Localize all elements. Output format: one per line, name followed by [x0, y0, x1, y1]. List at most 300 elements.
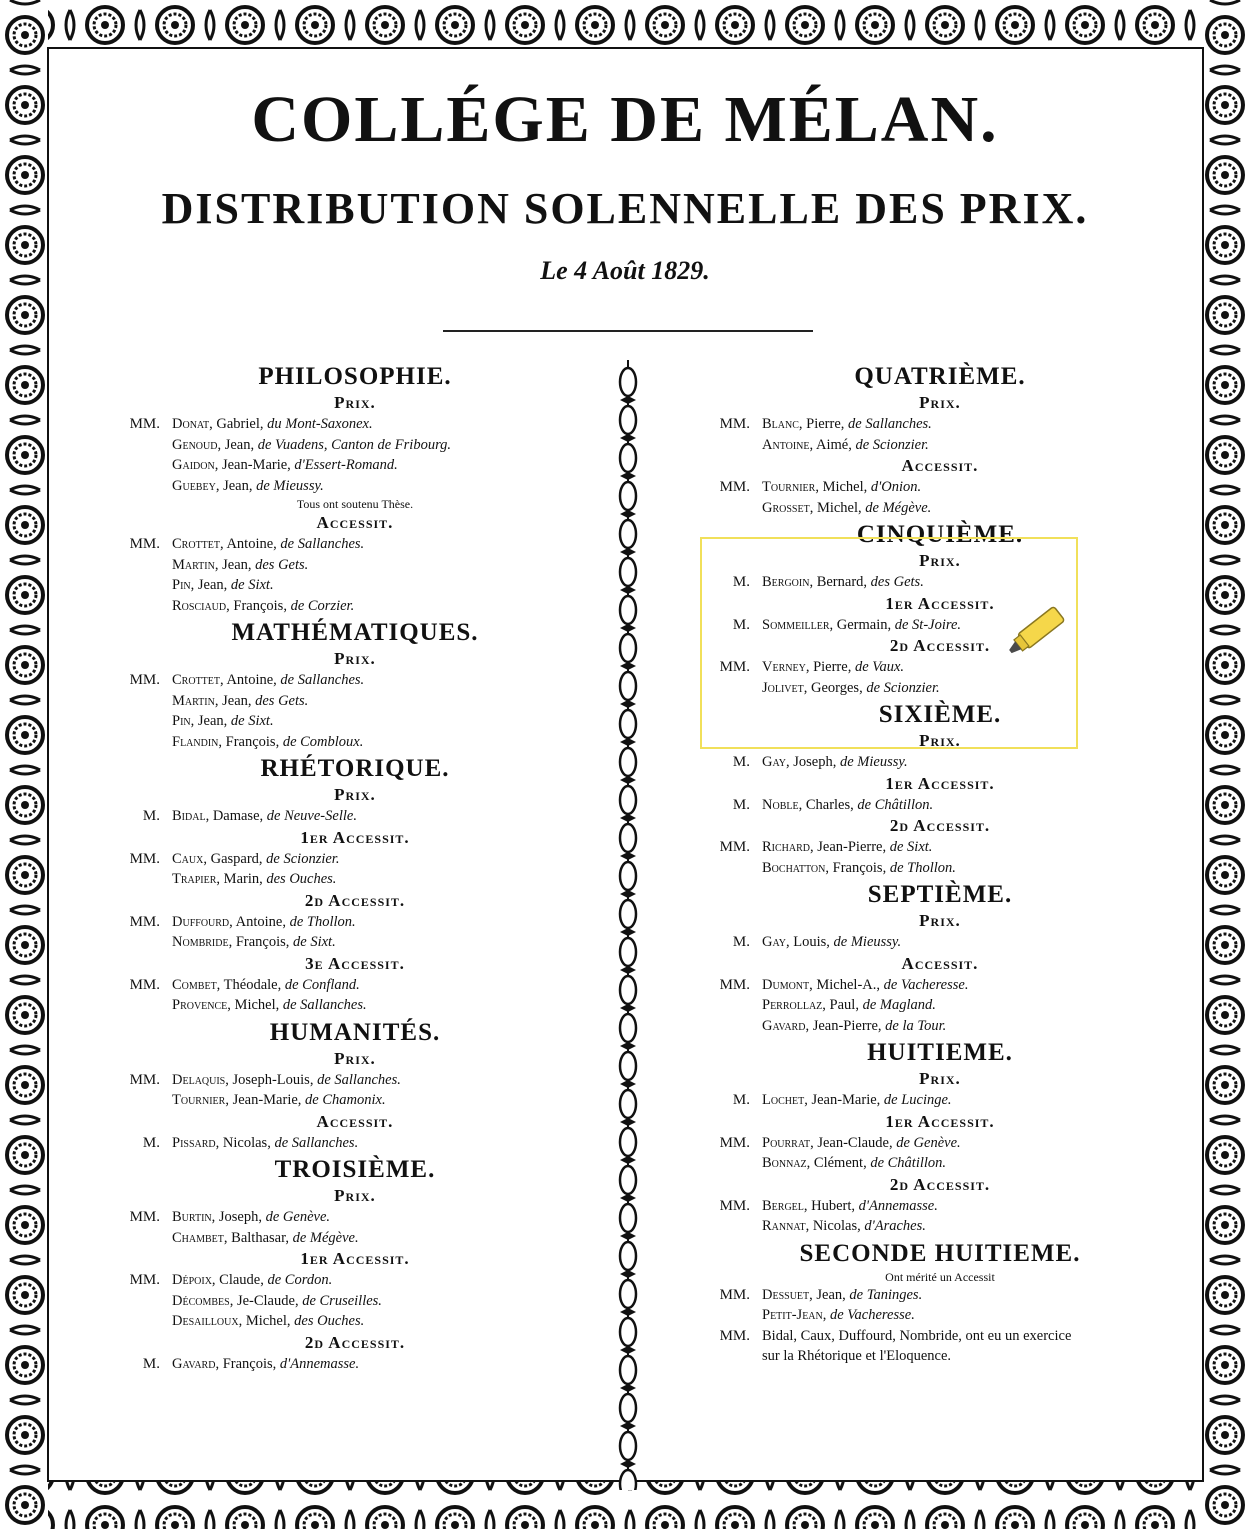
entry-prefix: MM. [129, 416, 160, 432]
divider-bead [620, 672, 636, 700]
entry-text: Crottet, Antoine, de Sallanches. [172, 536, 365, 552]
student-entry [100, 869, 610, 890]
student-given-name: Jean-Pierre [812, 1017, 878, 1034]
entry-text: Dépoix, Claude, de Cordon. [172, 1272, 333, 1288]
student-given-name: François [233, 597, 284, 614]
student-surname: Nombride [172, 934, 229, 950]
student-entry [690, 1285, 1190, 1306]
student-given-name: Jean [197, 577, 224, 593]
student-entry [690, 1090, 1190, 1111]
student-place: de Thollon. [889, 859, 956, 876]
student-entry [690, 932, 1190, 953]
student-surname: Blanc [762, 416, 799, 432]
divider-bead [620, 444, 636, 472]
divider-star [620, 548, 636, 556]
header-rule [443, 330, 813, 332]
class-section [690, 362, 1190, 518]
student-surname: Grosset [762, 499, 810, 516]
student-entry [690, 435, 1190, 456]
divider-star [620, 966, 636, 974]
student-entry [690, 975, 1190, 996]
entry-prefix [100, 1311, 172, 1332]
student-entry [100, 1291, 610, 1312]
student-entry [100, 995, 610, 1016]
entry-prefix [690, 435, 762, 456]
student-entry [100, 435, 610, 456]
entry-text: Nombride, François, de Sixt. [172, 934, 336, 950]
student-given-name: Jean-Marie [811, 1092, 877, 1108]
entry-prefix [100, 691, 172, 712]
award-heading: Prix. [919, 1069, 961, 1088]
student-given-name: Nicolas [812, 1218, 858, 1234]
student-surname: Bochatton [762, 859, 826, 876]
student-given-name: Michel [822, 479, 864, 495]
divider-bead [620, 900, 636, 928]
entry-prefix: MM. [129, 536, 160, 552]
entry-text: Delaquis, Joseph-Louis, de Sallanches. [172, 1071, 401, 1088]
student-surname: Perrollaz [762, 997, 823, 1013]
student-given-name: Jean [222, 692, 248, 709]
entry-text: Tournier, Michel, d'Onion. [762, 479, 922, 495]
divider-star [620, 662, 636, 670]
student-place: de Vuadens, Canton de Fribourg. [257, 436, 452, 453]
student-place: de Taninges. [849, 1286, 923, 1303]
entry-prefix: MM. [129, 672, 160, 688]
entry-text: Perrollaz, Paul, de Magland. [762, 997, 936, 1013]
entry-prefix [690, 1346, 762, 1367]
student-entry [690, 1346, 1190, 1367]
divider-bead [620, 1166, 636, 1194]
student-surname: Pourrat [762, 1134, 811, 1151]
student-place: d'Araches. [864, 1218, 926, 1234]
entry-prefix: M. [732, 616, 750, 633]
student-given-name: Joseph [218, 1209, 259, 1225]
divider-bead [620, 976, 636, 1004]
divider-bead [620, 938, 636, 966]
student-given-name: François [832, 859, 883, 876]
student-place: du Mont-Saxonex. [267, 416, 373, 432]
class-heading: PHILOSOPHIE. [258, 363, 452, 390]
student-given-name: Je-Claude [236, 1292, 295, 1309]
student-surname: Bergel [762, 1197, 804, 1214]
divider-bead [620, 558, 636, 586]
student-surname: Pin [172, 713, 191, 729]
student-place: de Lucinge. [883, 1092, 952, 1108]
student-surname: Bergoin [762, 574, 810, 590]
student-surname: Décombes [172, 1292, 230, 1309]
student-surname: Gaidon [172, 457, 215, 473]
student-surname: Provence [172, 997, 228, 1013]
entry-text: Grosset, Michel, de Mégève. [762, 499, 932, 516]
divider-bead [620, 1204, 636, 1232]
student-place: de Vacheresse. [830, 1307, 915, 1323]
entry-prefix [100, 732, 172, 753]
entry-text: Rannat, Nicolas, d'Araches. [762, 1218, 926, 1234]
entry-text: Richard, Jean-Pierre, de Sixt. [762, 839, 933, 855]
student-entry [100, 912, 610, 933]
student-given-name: Théodale [223, 976, 278, 993]
divider-star [620, 1156, 636, 1164]
student-entry [690, 1016, 1190, 1037]
award-heading: 1er Accessit. [300, 827, 410, 847]
entry-text: Gaidon, Jean-Marie, d'Essert-Romand. [172, 457, 398, 473]
student-given-name: Gabriel [216, 416, 260, 432]
student-place: de Mieussy. [839, 754, 908, 770]
student-place: de Cordon. [267, 1272, 333, 1288]
student-entry [100, 1090, 610, 1111]
student-entry [100, 1270, 610, 1291]
student-place: de Sallanches. [280, 672, 365, 688]
class-section [690, 520, 1190, 698]
student-given-name: Jean-Claude [817, 1134, 889, 1151]
student-given-name: Jean [222, 556, 248, 573]
student-entry [100, 1070, 610, 1091]
entry-prefix [100, 869, 172, 890]
student-place: de Sixt. [230, 713, 274, 729]
student-surname: Dessuet [762, 1286, 810, 1303]
student-entry [690, 1196, 1190, 1217]
student-place: de Sallanches. [274, 1134, 359, 1151]
student-surname: Pissard [172, 1134, 216, 1151]
student-entry [690, 1216, 1190, 1237]
entry-prefix: MM. [719, 976, 750, 993]
divider-star [620, 890, 636, 898]
student-place: de Sallanches. [280, 536, 365, 552]
student-place: de Sallanches. [317, 1071, 401, 1088]
student-given-name: Antoine [226, 672, 274, 688]
divider-star [620, 852, 636, 860]
entry-text: Donat, Gabriel, du Mont-Saxonex. [172, 416, 373, 432]
award-heading: Prix. [334, 785, 376, 804]
student-given-name: Damase [212, 808, 260, 824]
student-entry [690, 1305, 1190, 1326]
student-given-name: Paul [829, 997, 856, 1013]
student-given-name: Pierre [813, 659, 848, 675]
student-entry [690, 795, 1190, 816]
student-given-name: Antoine [235, 913, 283, 930]
student-given-name: Nicolas [222, 1134, 268, 1151]
divider-star [620, 1270, 636, 1278]
entry-prefix: MM. [129, 913, 160, 930]
entry-text: Caux, Gaspard, de Scionzier. [172, 850, 340, 867]
divider-bead [620, 368, 636, 396]
student-entry [100, 1207, 610, 1228]
student-surname: Antoine [762, 436, 810, 453]
student-surname: Burtin [172, 1209, 212, 1225]
entry-text: Gay, Louis, de Mieussy. [762, 934, 902, 950]
student-entry [100, 555, 610, 576]
student-given-name: Jean [197, 713, 224, 729]
divider-bead [620, 634, 636, 662]
page-subtitle: DISTRIBUTION SOLENNELLE DES PRIX. [161, 184, 1089, 233]
divider-star [620, 1004, 636, 1012]
student-given-name: Jean [224, 436, 251, 453]
student-entry [100, 534, 610, 555]
entry-text [762, 1346, 951, 1367]
student-surname: Jolivet [762, 679, 804, 696]
entry-text: Décombes, Je-Claude, de Cruseilles. [172, 1292, 382, 1309]
student-surname: Delaquis [172, 1071, 226, 1088]
entry-text: Gavard, François, d'Annemasse. [172, 1355, 360, 1372]
student-place: des Ouches. [294, 1313, 365, 1329]
award-heading: Accessit. [901, 456, 979, 475]
award-heading: Prix. [919, 911, 961, 930]
entry-text: Bergoin, Bernard, des Gets. [762, 574, 924, 590]
student-given-name: Gaspard [210, 850, 259, 867]
student-place: des Ouches. [266, 871, 337, 887]
divider-star [620, 396, 636, 404]
entry-prefix [690, 1305, 762, 1326]
student-place: de Genève. [265, 1209, 331, 1225]
entry-text: Flandin, François, de Combloux. [172, 733, 364, 750]
student-entry [100, 1133, 610, 1154]
entry-text: Dessuet, Jean, de Taninges. [762, 1286, 923, 1303]
student-given-name: Joseph [793, 754, 833, 770]
entry-prefix: M. [732, 1092, 750, 1108]
student-place: de Châtillon. [870, 1155, 947, 1171]
divider-star [620, 1308, 636, 1316]
entry-prefix [100, 932, 172, 953]
divider-bead [620, 748, 636, 776]
divider-bead [620, 1356, 636, 1384]
entry-text: Tournier, Jean-Marie, de Chamonix. [172, 1092, 386, 1108]
student-entry [690, 678, 1190, 699]
entry-prefix [100, 555, 172, 576]
student-place: de Magland. [862, 997, 936, 1013]
student-surname: Sommeiller [762, 616, 830, 633]
student-entry [100, 711, 610, 732]
student-surname: Rosciaud [172, 597, 227, 614]
divider-bead [620, 824, 636, 852]
student-given-name: Georges [811, 679, 860, 696]
student-given-name: François [225, 733, 276, 750]
entry-prefix: MM. [129, 976, 160, 993]
divider-star [620, 434, 636, 442]
student-given-name: Balthasar [231, 1229, 286, 1246]
student-entry [690, 995, 1190, 1016]
student-entry [100, 691, 610, 712]
student-given-name: Antoine [226, 536, 274, 552]
student-surname: Lochet [762, 1092, 805, 1108]
student-given-name: Louis [793, 934, 827, 950]
entry-text: Pin, Jean, de Sixt. [172, 713, 274, 729]
entry-prefix [690, 1153, 762, 1174]
student-entry [690, 1153, 1190, 1174]
entry-prefix: MM. [129, 1209, 160, 1225]
divider-bead [620, 1280, 636, 1308]
award-heading: 3e Accessit. [305, 953, 405, 973]
student-place: d'Annemasse. [858, 1197, 938, 1214]
entry-text: Sommeiller, Germain, de St-Joire. [762, 616, 962, 633]
entry-text: Crottet, Antoine, de Sallanches. [172, 672, 365, 688]
class-heading: HUMANITÉS. [269, 1018, 441, 1046]
award-heading: 2d Accessit. [889, 636, 991, 655]
student-surname: Donat [172, 416, 210, 432]
student-entry [690, 1133, 1190, 1154]
entry-text: Bonnaz, Clément, de Châtillon. [762, 1155, 947, 1171]
entry-prefix: M. [732, 796, 750, 813]
entry-text: Provence, Michel, de Sallanches. [172, 997, 367, 1013]
entry-text: Bidal, Damase, de Neuve-Selle. [172, 808, 357, 824]
entry-prefix: MM. [129, 1071, 160, 1088]
student-place: de la Tour. [885, 1017, 947, 1034]
student-surname: Martin [172, 692, 215, 709]
divider-bead [620, 406, 636, 434]
divider-bead [620, 1014, 636, 1042]
divider-bead [620, 1394, 636, 1422]
student-entry [100, 670, 610, 691]
student-surname: Verney [762, 659, 806, 675]
entry-text: Antoine, Aimé, de Scionzier. [762, 436, 929, 453]
student-place: de Confland. [284, 976, 360, 993]
student-entry [100, 414, 610, 435]
entry-prefix: MM. [719, 839, 750, 855]
entry-prefix: M. [732, 934, 750, 950]
entry-text: Petit-Jean, de Vacheresse. [762, 1307, 915, 1323]
entry-prefix: M. [732, 574, 750, 590]
award-heading: Accessit. [316, 1111, 394, 1131]
divider-star [620, 1384, 636, 1392]
entry-prefix [100, 476, 172, 497]
student-place: de Sallanches. [848, 416, 932, 432]
class-section [690, 700, 1190, 878]
divider-star [620, 776, 636, 784]
student-place: de St-Joire. [894, 616, 962, 633]
entry-prefix [100, 575, 172, 596]
student-place: de Mieussy. [833, 934, 902, 950]
entry-raw: Bidal, Caux, Duffourd, Nombride, ont eu un exercice [762, 1327, 1072, 1344]
entry-prefix [100, 596, 172, 617]
class-section [100, 362, 610, 616]
student-entry [690, 477, 1190, 498]
student-entry [100, 806, 610, 827]
right-column [690, 360, 1190, 1367]
divider-star [620, 1080, 636, 1088]
entry-text: Guebey, Jean, de Mieussy. [172, 477, 324, 494]
award-heading: 1er Accessit. [885, 1111, 995, 1131]
entry-text: Pourrat, Jean-Claude, de Genève. [762, 1134, 961, 1151]
entry-prefix [100, 1090, 172, 1111]
entry-prefix [100, 1291, 172, 1312]
student-surname: Gay [762, 934, 786, 950]
award-heading: Prix. [334, 1186, 376, 1205]
entry-prefix: M. [142, 1134, 160, 1151]
award-heading: 2d Accessit. [889, 1174, 991, 1194]
student-place: de Vaux. [854, 659, 905, 675]
divider-star [620, 1118, 636, 1126]
entry-prefix: MM. [719, 659, 750, 675]
highlighter-pen-icon[interactable] [1000, 600, 1075, 665]
student-surname: Caux [172, 850, 204, 867]
date-line: Le 4 Août 1829. [540, 256, 710, 285]
award-note: Ont mérité un Accessit [885, 1269, 995, 1284]
award-heading: Prix. [919, 731, 961, 750]
class-heading: QUATRIÈME. [854, 363, 1026, 390]
entry-text [762, 1326, 1071, 1347]
class-section [100, 1018, 610, 1154]
divider-bead [620, 1242, 636, 1270]
class-heading: RHÉTORIQUE. [260, 755, 450, 782]
divider-star [620, 814, 636, 822]
student-given-name: François [235, 934, 286, 950]
student-surname: Noble [762, 796, 799, 813]
student-given-name: Pierre [806, 416, 841, 432]
student-place: de Scionzier. [266, 850, 340, 867]
award-heading: 2d Accessit. [304, 890, 406, 910]
class-section [100, 618, 610, 752]
student-entry [690, 657, 1190, 678]
student-surname: Gavard [762, 1017, 806, 1034]
student-surname: Dépoix [172, 1272, 212, 1288]
entry-text: Duffourd, Antoine, de Thollon. [172, 913, 356, 930]
class-heading: HUITIEME. [867, 1039, 1013, 1066]
entry-prefix: M. [732, 754, 750, 770]
student-entry [100, 476, 610, 497]
award-heading: Prix. [919, 393, 961, 412]
divider-star [620, 928, 636, 936]
student-place: d'Essert-Romand. [294, 457, 398, 473]
class-section [100, 1155, 610, 1374]
student-entry [100, 975, 610, 996]
award-heading: Accessit. [901, 953, 979, 973]
entry-text: Verney, Pierre, de Vaux. [762, 659, 905, 675]
student-place: de Scionzier. [866, 679, 940, 696]
class-heading: SIXIÈME. [878, 701, 1002, 728]
student-entry [690, 752, 1190, 773]
class-heading: CINQUIÈME. [856, 521, 1024, 548]
student-place: de Neuve-Selle. [266, 808, 357, 824]
entry-prefix [100, 711, 172, 732]
student-given-name: Jean-Pierre [817, 839, 883, 855]
divider-star [620, 700, 636, 708]
entry-text: Bochatton, François, de Thollon. [762, 859, 956, 876]
student-given-name: Jean [223, 477, 249, 494]
entry-prefix: MM. [129, 850, 160, 867]
entry-text: Bergel, Hubert, d'Annemasse. [762, 1197, 938, 1214]
divider-bead [620, 1318, 636, 1346]
student-place: de Combloux. [282, 733, 364, 750]
student-entry [690, 498, 1190, 519]
student-surname: Tournier [762, 479, 816, 495]
class-section [690, 1239, 1190, 1367]
student-entry [690, 615, 1190, 636]
divider-star [620, 1232, 636, 1240]
divider-star [620, 510, 636, 518]
student-entry [690, 837, 1190, 858]
student-entry [690, 414, 1190, 435]
student-entry [690, 572, 1190, 593]
student-given-name: Marin [223, 871, 260, 887]
entry-text: Dumont, Michel-A., de Vacheresse. [762, 976, 969, 993]
student-entry [100, 1354, 610, 1375]
student-surname: Petit-Jean [762, 1307, 823, 1323]
student-place: de Mégève. [865, 499, 932, 516]
document-header [50, 70, 1200, 286]
divider-bead [620, 1128, 636, 1156]
divider-bead [620, 482, 636, 510]
entry-text: Chambet, Balthasar, de Mégève. [172, 1229, 359, 1246]
divider-star [620, 1042, 636, 1050]
entry-text: Combet, Théodale, de Confland. [172, 976, 360, 993]
entry-text: Gay, Joseph, de Mieussy. [762, 754, 908, 770]
student-given-name: Bernard [816, 574, 864, 590]
divider-star [620, 472, 636, 480]
left-column [100, 360, 610, 1374]
award-heading: 2d Accessit. [889, 816, 991, 835]
student-surname: Genoud [172, 436, 218, 453]
class-heading: MATHÉMATIQUES. [231, 619, 479, 646]
student-place: des Gets. [255, 556, 309, 573]
